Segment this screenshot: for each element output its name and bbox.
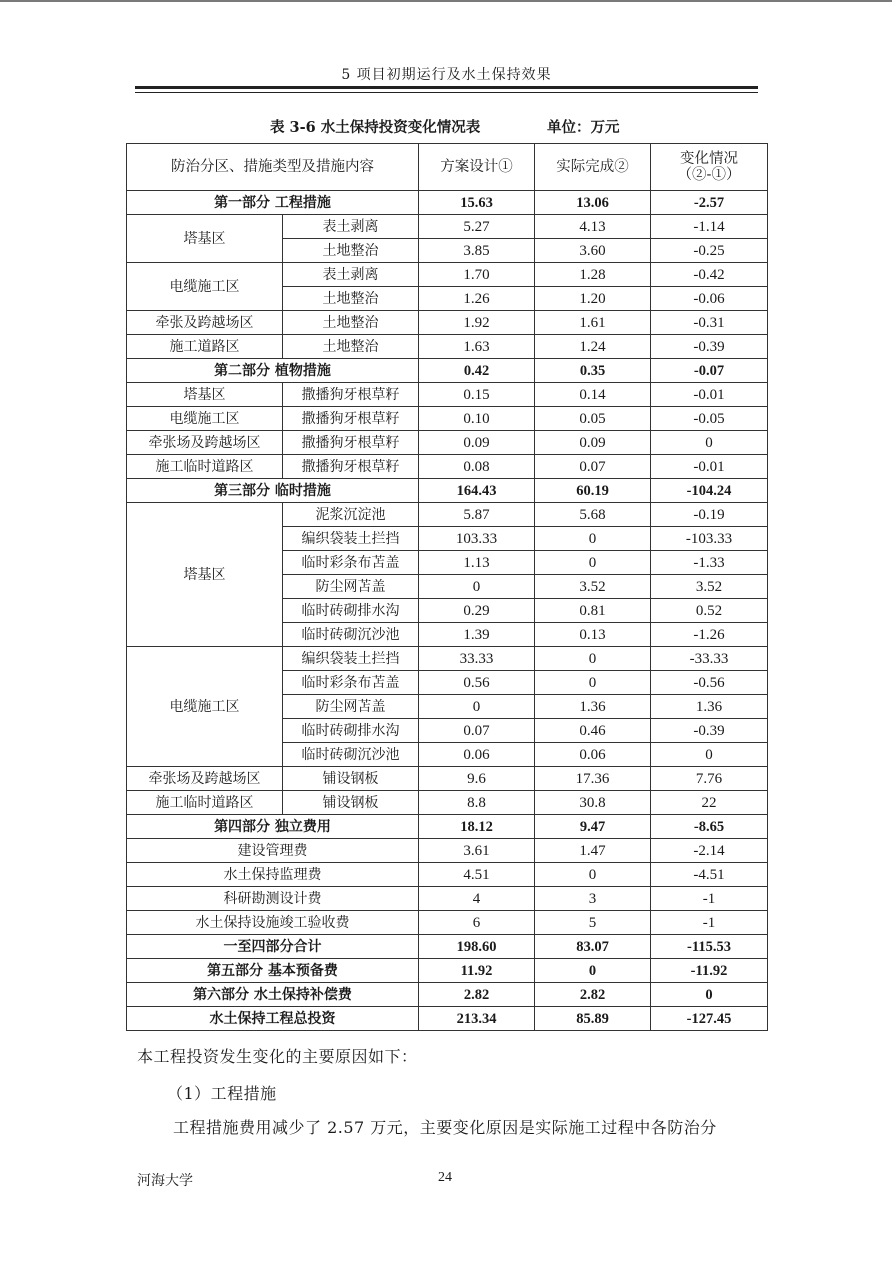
change-value: -0.39 <box>651 335 768 359</box>
footer-organization: 河海大学 <box>137 1173 193 1189</box>
change-value: 0 <box>651 743 768 767</box>
page-number: 24 <box>438 1170 452 1185</box>
measure-cell: 撒播狗牙根草籽 <box>283 407 419 431</box>
measure-cell: 撒播狗牙根草籽 <box>283 383 419 407</box>
measure-cell: 铺设钢板 <box>283 791 419 815</box>
page-top-border <box>0 0 892 2</box>
design-value: 2.82 <box>419 983 535 1007</box>
table-row <box>127 455 768 479</box>
design-value: 0 <box>419 575 535 599</box>
zone-cell: 施工临时道路区 <box>127 791 283 815</box>
table-row <box>127 311 768 335</box>
change-value: -0.07 <box>651 359 768 383</box>
design-value: 11.92 <box>419 959 535 983</box>
fee-item-cell: 科研勘测设计费 <box>127 887 419 911</box>
zone-cell: 施工临时道路区 <box>127 455 283 479</box>
measure-cell: 临时彩条布苫盖 <box>283 551 419 575</box>
change-value: -1 <box>651 911 768 935</box>
table-row <box>127 503 768 527</box>
design-value: 0.56 <box>419 671 535 695</box>
change-value: -0.42 <box>651 263 768 287</box>
header-change <box>651 144 768 191</box>
row-label: 第二部分 植物措施 <box>127 359 419 383</box>
part-row-reserve <box>127 959 768 983</box>
table-row <box>127 335 768 359</box>
investment-table <box>126 143 768 1031</box>
actual-value: 60.19 <box>535 479 651 503</box>
design-value: 0.10 <box>419 407 535 431</box>
table-caption <box>127 116 767 136</box>
actual-value: 0 <box>535 959 651 983</box>
actual-value: 9.47 <box>535 815 651 839</box>
design-value: 18.12 <box>419 815 535 839</box>
header-change-line1: 变化情况 <box>680 151 738 167</box>
actual-value: 3 <box>535 887 651 911</box>
zone-cell: 电缆施工区 <box>127 647 283 767</box>
measure-cell: 编织袋装土拦挡 <box>283 527 419 551</box>
design-value: 4 <box>419 887 535 911</box>
actual-value: 0.06 <box>535 743 651 767</box>
actual-value: 1.61 <box>535 311 651 335</box>
design-value: 0.42 <box>419 359 535 383</box>
design-value: 15.63 <box>419 191 535 215</box>
total-row <box>127 1007 768 1031</box>
zone-cell: 塔基区 <box>127 503 283 647</box>
measure-cell: 土地整治 <box>283 287 419 311</box>
change-value: -33.33 <box>651 647 768 671</box>
part-row-independent-fees <box>127 815 768 839</box>
zone-cell: 牵张场及跨越场区 <box>127 767 283 791</box>
measure-cell: 撒播狗牙根草籽 <box>283 455 419 479</box>
actual-value: 3.52 <box>535 575 651 599</box>
measure-cell: 编织袋装土拦挡 <box>283 647 419 671</box>
table-unit: 单位：万元 <box>547 119 620 136</box>
design-value: 0.09 <box>419 431 535 455</box>
change-value: 0 <box>651 431 768 455</box>
change-value: -1.26 <box>651 623 768 647</box>
actual-value: 0 <box>535 551 651 575</box>
table-row <box>127 647 768 671</box>
header-design: 方案设计① <box>419 144 535 191</box>
fee-item-cell: 水土保持设施竣工验收费 <box>127 911 419 935</box>
actual-value: 85.89 <box>535 1007 651 1031</box>
actual-value: 3.60 <box>535 239 651 263</box>
table-row <box>127 383 768 407</box>
design-value: 5.27 <box>419 215 535 239</box>
zone-cell: 施工道路区 <box>127 335 283 359</box>
design-value: 1.63 <box>419 335 535 359</box>
row-label: 一至四部分合计 <box>127 935 419 959</box>
design-value: 0.07 <box>419 719 535 743</box>
change-value: 3.52 <box>651 575 768 599</box>
zone-cell: 电缆施工区 <box>127 407 283 431</box>
row-label: 水土保持工程总投资 <box>127 1007 419 1031</box>
intro-paragraph: 本工程投资发生变化的主要原因如下： <box>137 1047 418 1066</box>
measure-cell: 土地整治 <box>283 311 419 335</box>
design-value: 1.13 <box>419 551 535 575</box>
actual-value: 83.07 <box>535 935 651 959</box>
change-value: 0.52 <box>651 599 768 623</box>
table-row <box>127 767 768 791</box>
zone-cell: 塔基区 <box>127 215 283 263</box>
design-value: 8.8 <box>419 791 535 815</box>
actual-value: 0 <box>535 527 651 551</box>
actual-value: 1.20 <box>535 287 651 311</box>
actual-value: 0.07 <box>535 455 651 479</box>
measure-cell: 撒播狗牙根草籽 <box>283 431 419 455</box>
table-row <box>127 911 768 935</box>
measure-cell: 表土剥离 <box>283 215 419 239</box>
design-value: 1.70 <box>419 263 535 287</box>
actual-value: 0 <box>535 647 651 671</box>
actual-value: 30.8 <box>535 791 651 815</box>
zone-cell: 牵张及跨越场区 <box>127 311 283 335</box>
change-value: -0.31 <box>651 311 768 335</box>
measure-cell: 临时砖砌沉沙池 <box>283 623 419 647</box>
design-value: 3.85 <box>419 239 535 263</box>
row-label: 第五部分 基本预备费 <box>127 959 419 983</box>
fee-item-cell: 建设管理费 <box>127 839 419 863</box>
change-value: -127.45 <box>651 1007 768 1031</box>
table-row <box>127 839 768 863</box>
change-value: -0.05 <box>651 407 768 431</box>
measure-cell: 防尘网苫盖 <box>283 695 419 719</box>
actual-value: 1.47 <box>535 839 651 863</box>
change-value: -0.01 <box>651 383 768 407</box>
actual-value: 5 <box>535 911 651 935</box>
actual-value: 0.05 <box>535 407 651 431</box>
actual-value: 0.46 <box>535 719 651 743</box>
table-row <box>127 887 768 911</box>
section-heading: （1）工程措施 <box>167 1084 277 1103</box>
design-value: 164.43 <box>419 479 535 503</box>
design-value: 198.60 <box>419 935 535 959</box>
measure-cell: 临时砖砌排水沟 <box>283 599 419 623</box>
table-row <box>127 215 768 239</box>
fee-item-cell: 水土保持监理费 <box>127 863 419 887</box>
change-value: -1.14 <box>651 215 768 239</box>
change-value: -0.25 <box>651 239 768 263</box>
actual-value: 0.14 <box>535 383 651 407</box>
actual-value: 1.36 <box>535 695 651 719</box>
change-value: 0 <box>651 983 768 1007</box>
header-rule-thick <box>135 86 758 89</box>
actual-value: 0.09 <box>535 431 651 455</box>
change-value: -103.33 <box>651 527 768 551</box>
actual-value: 13.06 <box>535 191 651 215</box>
running-header: 5 项目初期运行及水土保持效果 <box>341 67 552 83</box>
measure-cell: 土地整治 <box>283 239 419 263</box>
change-value: -115.53 <box>651 935 768 959</box>
zone-cell: 电缆施工区 <box>127 263 283 311</box>
actual-value: 5.68 <box>535 503 651 527</box>
actual-value: 0 <box>535 671 651 695</box>
change-value: 1.36 <box>651 695 768 719</box>
change-value: -0.39 <box>651 719 768 743</box>
design-value: 33.33 <box>419 647 535 671</box>
table-row <box>127 407 768 431</box>
actual-value: 0.35 <box>535 359 651 383</box>
measure-cell: 临时彩条布苫盖 <box>283 671 419 695</box>
row-label: 第四部分 独立费用 <box>127 815 419 839</box>
measure-cell: 防尘网苫盖 <box>283 575 419 599</box>
actual-value: 17.36 <box>535 767 651 791</box>
design-value: 3.61 <box>419 839 535 863</box>
design-value: 4.51 <box>419 863 535 887</box>
change-value: -11.92 <box>651 959 768 983</box>
zone-cell: 塔基区 <box>127 383 283 407</box>
change-value: -8.65 <box>651 815 768 839</box>
actual-value: 1.28 <box>535 263 651 287</box>
table-row <box>127 263 768 287</box>
design-value: 0.15 <box>419 383 535 407</box>
design-value: 213.34 <box>419 1007 535 1031</box>
actual-value: 2.82 <box>535 983 651 1007</box>
actual-value: 1.24 <box>535 335 651 359</box>
change-value: -0.01 <box>651 455 768 479</box>
table-row <box>127 791 768 815</box>
design-value: 5.87 <box>419 503 535 527</box>
table-row <box>127 863 768 887</box>
row-label: 第一部分 工程措施 <box>127 191 419 215</box>
change-value: -2.14 <box>651 839 768 863</box>
measure-cell: 临时砖砌沉沙池 <box>283 743 419 767</box>
row-label: 第六部分 水土保持补偿费 <box>127 983 419 1007</box>
part-row-temporary <box>127 479 768 503</box>
measure-cell: 临时砖砌排水沟 <box>283 719 419 743</box>
zone-cell: 牵张场及跨越场区 <box>127 431 283 455</box>
actual-value: 0.13 <box>535 623 651 647</box>
header-change-line2: （②-①） <box>677 167 741 183</box>
subtotal-row <box>127 935 768 959</box>
change-value: -2.57 <box>651 191 768 215</box>
row-label: 第三部分 临时措施 <box>127 479 419 503</box>
design-value: 1.26 <box>419 287 535 311</box>
design-value: 0.29 <box>419 599 535 623</box>
part-row-vegetation <box>127 359 768 383</box>
header-actual: 实际完成② <box>535 144 651 191</box>
table-title: 表 3-6 水土保持投资变化情况表 <box>270 119 481 136</box>
change-value: -1.33 <box>651 551 768 575</box>
header-rule-thin <box>135 92 758 93</box>
design-value: 9.6 <box>419 767 535 791</box>
design-value: 1.92 <box>419 311 535 335</box>
part-row-engineering <box>127 191 768 215</box>
design-value: 103.33 <box>419 527 535 551</box>
part-row-compensation <box>127 983 768 1007</box>
header-measures: 防治分区、措施类型及措施内容 <box>127 144 419 191</box>
table-header-row <box>127 144 768 191</box>
design-value: 1.39 <box>419 623 535 647</box>
design-value: 0 <box>419 695 535 719</box>
change-value: -0.06 <box>651 287 768 311</box>
body-paragraph: 工程措施费用减少了 2.57 万元，主要变化原因是实际施工过程中各防治分 <box>173 1118 717 1137</box>
design-value: 6 <box>419 911 535 935</box>
change-value: -0.56 <box>651 671 768 695</box>
change-value: -0.19 <box>651 503 768 527</box>
actual-value: 4.13 <box>535 215 651 239</box>
change-value: -1 <box>651 887 768 911</box>
measure-cell: 泥浆沉淀池 <box>283 503 419 527</box>
measure-cell: 铺设钢板 <box>283 767 419 791</box>
actual-value: 0.81 <box>535 599 651 623</box>
measure-cell: 土地整治 <box>283 335 419 359</box>
design-value: 0.08 <box>419 455 535 479</box>
measure-cell: 表土剥离 <box>283 263 419 287</box>
design-value: 0.06 <box>419 743 535 767</box>
change-value: 22 <box>651 791 768 815</box>
actual-value: 0 <box>535 863 651 887</box>
table-row <box>127 431 768 455</box>
change-value: -4.51 <box>651 863 768 887</box>
change-value: 7.76 <box>651 767 768 791</box>
change-value: -104.24 <box>651 479 768 503</box>
